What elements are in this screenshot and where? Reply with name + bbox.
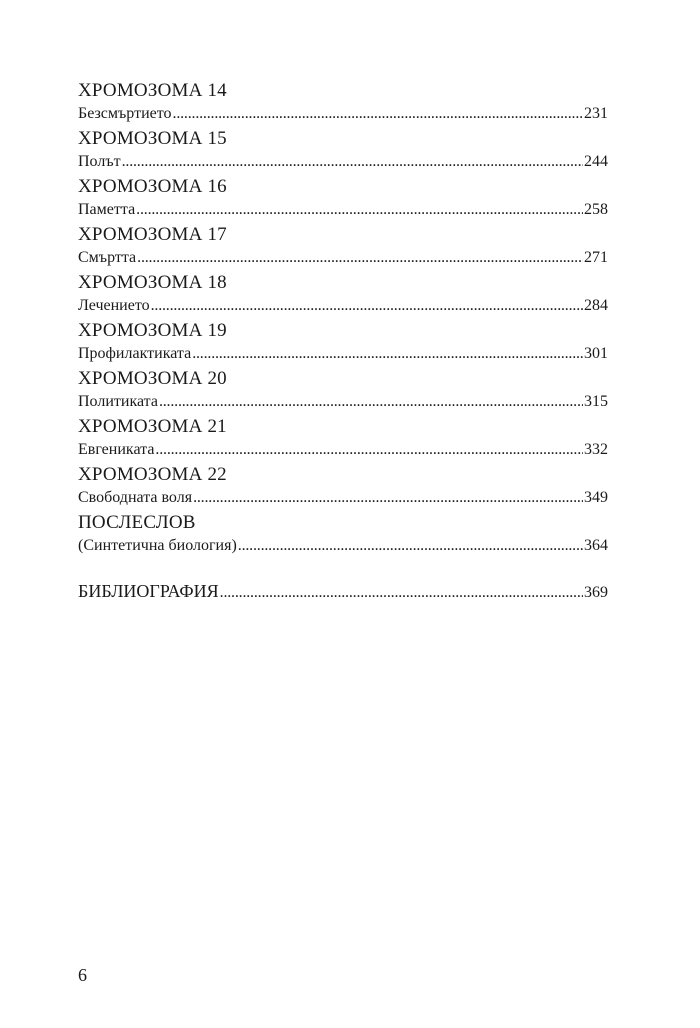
toc-entry-title: Свободната воля: [78, 489, 193, 506]
toc-entry[interactable]: [78, 390, 608, 415]
toc-entry-page: 284: [584, 297, 608, 314]
chapter-heading: ХРОМОЗОМА 19: [78, 320, 227, 341]
dot-leader: [122, 150, 583, 173]
toc-entry-title: Безсмъртието: [78, 105, 172, 122]
chapter-heading: ХРОМОЗОМА 18: [78, 272, 227, 293]
toc-entry-title: Политиката: [78, 393, 158, 410]
toc-entry-page: 364: [584, 537, 608, 554]
toc-entry-title: (Синтетична биология): [78, 537, 237, 554]
toc-entry-bibliography[interactable]: [78, 580, 608, 605]
toc-entry[interactable]: [78, 534, 608, 559]
toc-entry-page: 231: [584, 105, 608, 122]
dot-leader: [220, 581, 583, 604]
toc-entry[interactable]: [78, 246, 608, 271]
chapter-heading: ХРОМОЗОМА 17: [78, 224, 227, 245]
toc-entry-title: Евгениката: [78, 441, 155, 458]
section-spacer: [78, 559, 608, 580]
toc-entry[interactable]: [78, 438, 608, 463]
toc-entry[interactable]: [78, 102, 608, 127]
table-of-contents: [78, 79, 608, 605]
dot-leader: [238, 534, 583, 557]
bibliography-title: БИБЛИОГРАФИЯ: [78, 581, 219, 601]
toc-entry[interactable]: [78, 342, 608, 367]
dot-leader: [136, 198, 583, 221]
dot-leader: [159, 390, 583, 413]
toc-entry-page: 349: [584, 489, 608, 506]
toc-entry-page: 244: [584, 153, 608, 170]
toc-entry[interactable]: [78, 294, 608, 319]
chapter-heading: ХРОМОЗОМА 14: [78, 80, 227, 101]
toc-entry-title: Лечението: [78, 297, 150, 314]
toc-entry-title: Полът: [78, 153, 121, 170]
toc-entry-title: Паметта: [78, 201, 136, 218]
toc-entry-page: 315: [584, 393, 608, 410]
page-number: 6: [78, 965, 87, 985]
dot-leader: [192, 342, 583, 365]
toc-entry-page: 301: [584, 345, 608, 362]
chapter-heading: ХРОМОЗОМА 20: [78, 368, 227, 389]
chapter-heading: ХРОМОЗОМА 22: [78, 464, 227, 485]
toc-entry-page: 258: [584, 201, 608, 218]
chapter-heading: ХРОМОЗОМА 15: [78, 128, 227, 149]
dot-leader: [137, 246, 583, 269]
toc-entry[interactable]: [78, 486, 608, 511]
dot-leader: [193, 486, 583, 509]
toc-entry[interactable]: [78, 198, 608, 223]
chapter-heading: ХРОМОЗОМА 16: [78, 176, 227, 197]
toc-entry-title: Профилактиката: [78, 345, 192, 362]
toc-entry-page: 332: [584, 441, 608, 458]
dot-leader: [155, 438, 583, 461]
toc-entry[interactable]: [78, 150, 608, 175]
afterword-heading: ПОСЛЕСЛОВ: [78, 512, 196, 533]
chapter-heading: ХРОМОЗОМА 21: [78, 416, 227, 437]
toc-entry-title: Смъртта: [78, 249, 137, 266]
dot-leader: [173, 102, 583, 125]
dot-leader: [151, 294, 583, 317]
bibliography-page: 369: [584, 584, 608, 601]
toc-entry-page: 271: [584, 249, 608, 266]
